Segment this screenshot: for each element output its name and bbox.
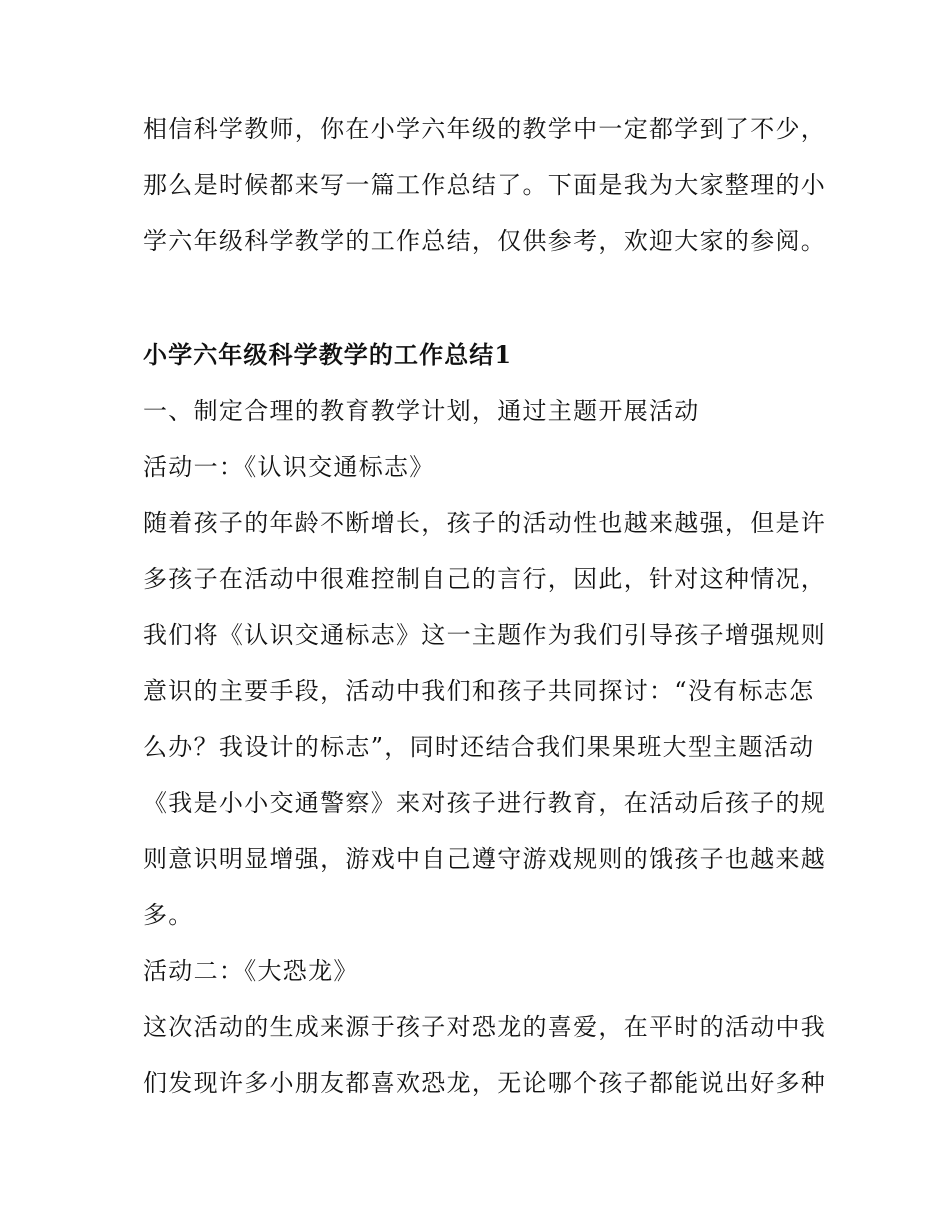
paragraph-line: 这次活动的生成来源于孩子对恐龙的喜爱，在平时的活动中我	[143, 1013, 827, 1041]
activity-title: 活动一：《认识交通标志》	[143, 453, 435, 481]
paragraph-line: 我们将《认识交通标志》这一主题作为我们引导孩子增强规则	[143, 621, 827, 649]
intro-line: 相信科学教师，你在小学六年级的教学中一定都学到了不少，	[143, 115, 827, 143]
section-subheading: 一、制定合理的教育教学计划，通过主题开展活动	[143, 397, 700, 425]
activity-title: 活动二：《大恐龙》	[143, 957, 359, 985]
intro-line: 学六年级科学教学的工作总结，仅供参考，欢迎大家的参阅。	[143, 227, 827, 255]
paragraph-line: 多。	[143, 901, 194, 929]
paragraph-line: 随着孩子的年龄不断增长，孩子的活动性也越来越强，但是许	[143, 509, 827, 537]
paragraph-line: 则意识明显增强，游戏中自己遵守游戏规则的饿孩子也越来越	[143, 845, 827, 873]
paragraph-line: 意识的主要手段，活动中我们和孩子共同探讨：“没有标志怎	[143, 677, 815, 705]
paragraph-line: 们发现许多小朋友都喜欢恐龙，无论哪个孩子都能说出好多种	[143, 1069, 827, 1097]
paragraph-line: 么办？我设计的标志”，同时还结合我们果果班大型主题活动	[143, 733, 815, 761]
paragraph-line: 《我是小小交通警察》来对孩子进行教育，在活动后孩子的规	[143, 789, 827, 817]
section-heading: 小学六年级科学教学的工作总结1	[143, 340, 513, 369]
intro-line: 那么是时候都来写一篇工作总结了。下面是我为大家整理的小	[143, 171, 827, 199]
paragraph-line: 多孩子在活动中很难控制自己的言行，因此，针对这种情况，	[143, 565, 827, 593]
